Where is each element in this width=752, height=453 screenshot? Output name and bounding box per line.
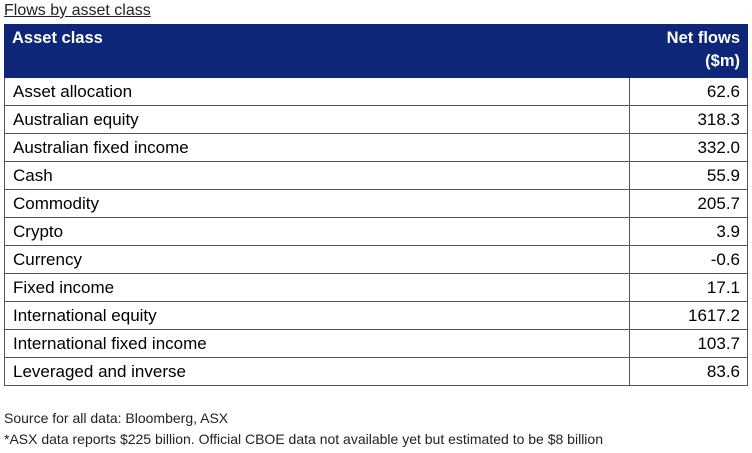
asset-class-cell: International equity	[5, 302, 630, 330]
net-flows-cell: 17.1	[630, 274, 748, 302]
table-row	[5, 302, 748, 330]
net-flows-cell: 205.7	[630, 190, 748, 218]
asset-class-cell: Commodity	[5, 190, 630, 218]
asset-class-cell: Crypto	[5, 218, 630, 246]
asset-class-cell: Currency	[5, 246, 630, 274]
table-row	[5, 78, 748, 106]
table-row	[5, 246, 748, 274]
footnote: *ASX data reports $225 billion. Official CBOE data not available yet but estimated to be $8 billion	[4, 431, 603, 447]
asset-class-cell: Asset allocation	[5, 78, 630, 106]
table-row	[5, 190, 748, 218]
net-flows-cell: 103.7	[630, 330, 748, 358]
net-flows-cell: 83.6	[630, 358, 748, 386]
flows-table	[4, 24, 748, 386]
table-row	[5, 162, 748, 190]
column-header-asset-class: Asset class	[5, 25, 630, 78]
net-flows-cell: 318.3	[630, 106, 748, 134]
table-row	[5, 358, 748, 386]
column-header-net-flows	[630, 25, 748, 78]
asset-class-cell: Fixed income	[5, 274, 630, 302]
asset-class-cell: International fixed income	[5, 330, 630, 358]
net-flows-cell: 62.6	[630, 78, 748, 106]
net-flows-cell: 3.9	[630, 218, 748, 246]
table-row	[5, 274, 748, 302]
asset-class-cell: Australian fixed income	[5, 134, 630, 162]
table-row	[5, 218, 748, 246]
asset-class-cell: Leveraged and inverse	[5, 358, 630, 386]
net-flows-cell: 55.9	[630, 162, 748, 190]
net-flows-cell: -0.6	[630, 246, 748, 274]
asset-class-cell: Australian equity	[5, 106, 630, 134]
asset-class-cell: Cash	[5, 162, 630, 190]
net-flows-cell: 1617.2	[630, 302, 748, 330]
table-row	[5, 330, 748, 358]
net-flows-cell: 332.0	[630, 134, 748, 162]
table-row	[5, 106, 748, 134]
net-flows-header-unit: ($m)	[705, 52, 740, 70]
table-header-row	[5, 25, 748, 78]
table-row	[5, 134, 748, 162]
net-flows-header-label: Net flows	[666, 29, 740, 47]
source-note: Source for all data: Bloomberg, ASX	[4, 410, 229, 426]
table-title: Flows by asset class	[4, 2, 151, 19]
